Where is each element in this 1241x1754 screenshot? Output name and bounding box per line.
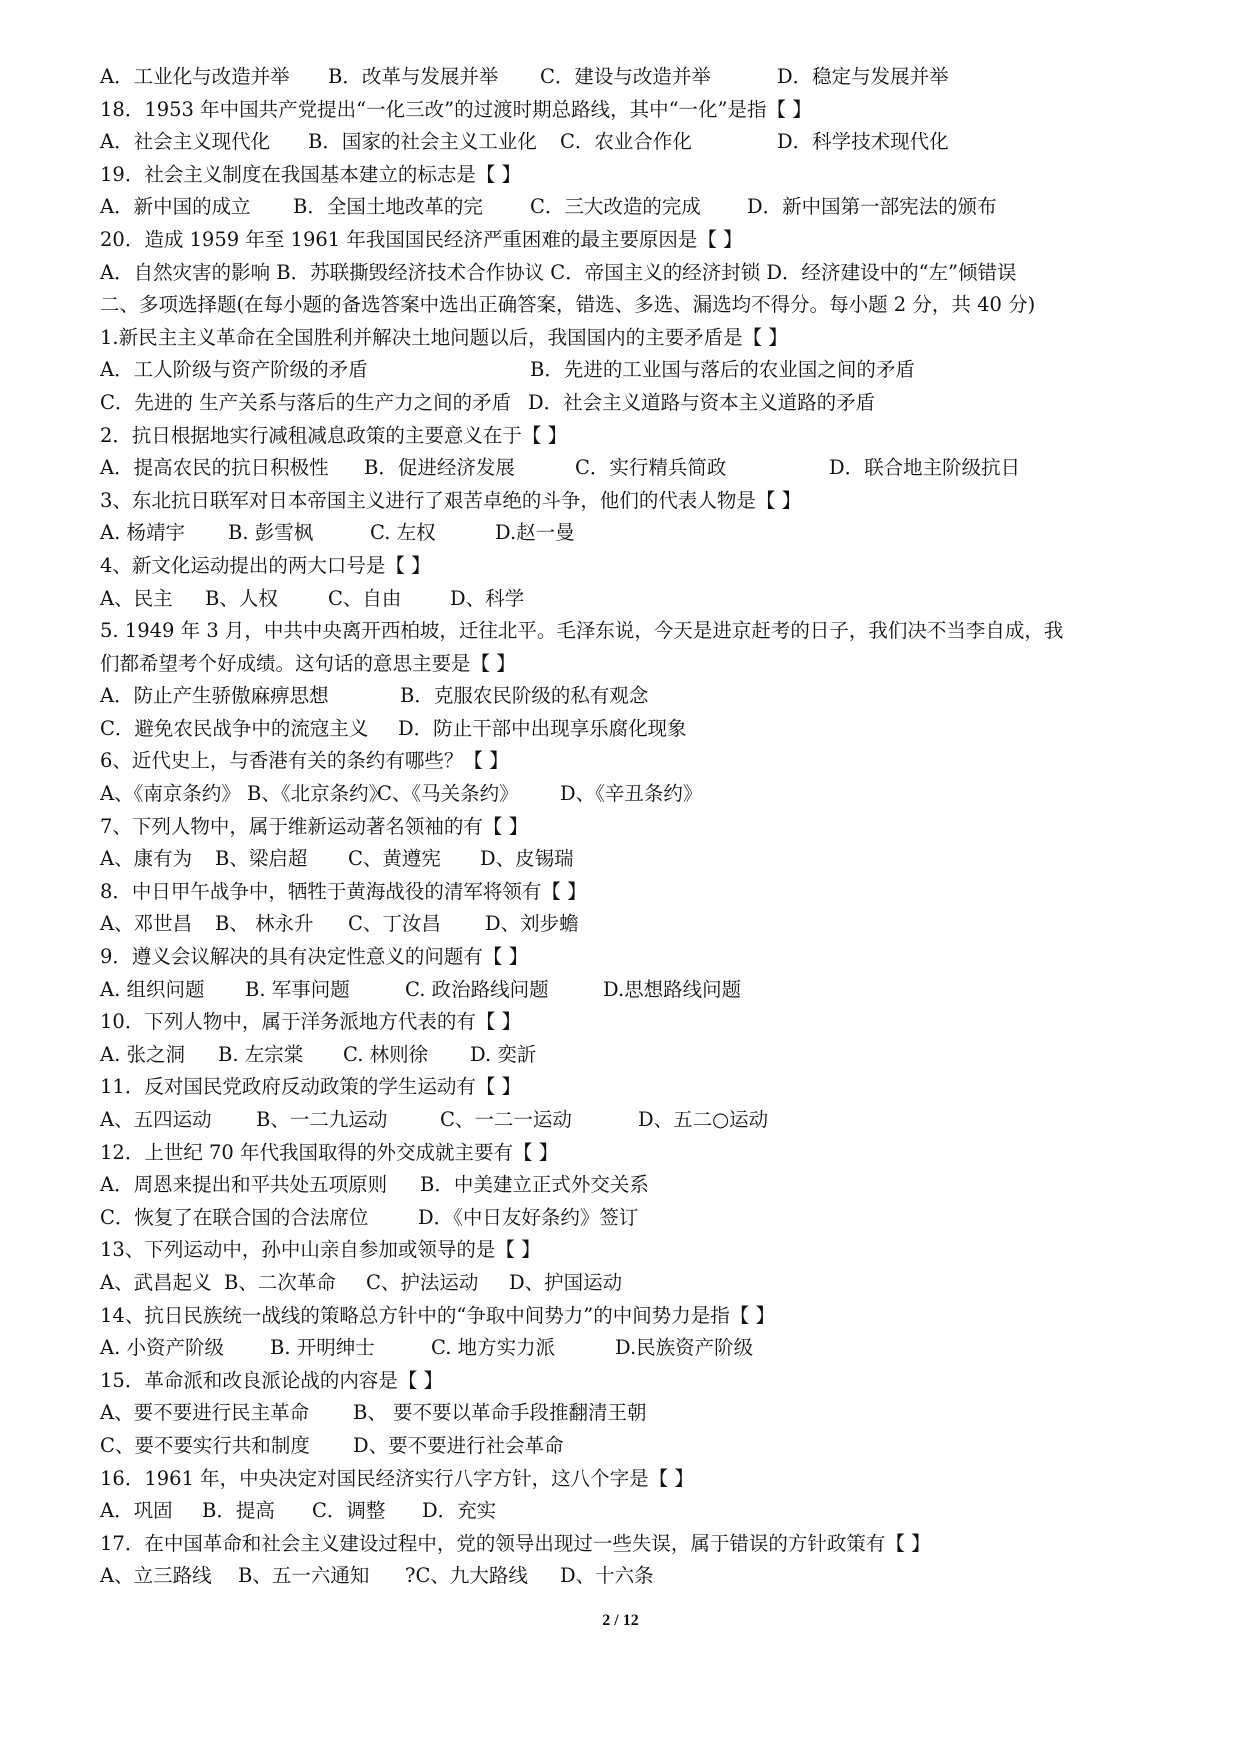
option-right: B、 要不要以革命手段推翻清王朝 <box>353 1401 647 1425</box>
option-a: A. 杨靖宇 <box>100 521 185 545</box>
page-number: 2 / 12 <box>602 1612 639 1629</box>
text-line: 11．反对国民党政府反动政策的学生运动有【 】 <box>100 1075 522 1099</box>
option-d: D．新中国第一部宪法的颁布 <box>747 195 997 219</box>
text-line: 8．中日甲午战争中，牺牲于黄海战役的清军将领有【 】 <box>100 879 587 903</box>
option-d: D、护国运动 <box>509 1270 623 1294</box>
option-left: C．避免农民战争中的流寇主义 <box>100 716 369 740</box>
text-line: 4、新文化运动提出的两大口号是【 】 <box>100 553 431 577</box>
option-d: D、刘步蟾 <box>485 912 579 936</box>
option-a: A. 张之洞 <box>100 1042 185 1066</box>
options-row <box>100 1430 1160 1463</box>
option-c: C、《马关条约》 <box>377 782 519 806</box>
option-b: B. 左宗棠 <box>218 1042 304 1066</box>
option-a: A. 小资产阶级 <box>100 1336 224 1360</box>
text-line: 12．上世纪 70 年代我国取得的外交成就主要有【 】 <box>100 1140 559 1164</box>
text-line: 20．造成 1959 年至 1961 年我国国民经济严重困难的最主要原因是【 】 <box>100 227 743 251</box>
option-c: C、黄遵宪 <box>348 847 441 871</box>
option-right: D、要不要进行社会革命 <box>353 1433 564 1457</box>
option-b: B、 林永升 <box>215 912 314 936</box>
option-c: C. 林则徐 <box>343 1042 429 1066</box>
option-b: B. 军事问题 <box>245 977 350 1001</box>
option-c: C. 政治路线问题 <box>405 977 549 1001</box>
option-a: A. 组织问题 <box>100 977 205 1001</box>
option-right: D．防止干部中出现享乐腐化现象 <box>398 716 687 740</box>
option-c: C、护法运动 <box>366 1270 479 1294</box>
options-row <box>100 1169 1160 1202</box>
option-d: D.赵一曼 <box>495 521 575 545</box>
option-left: C．先进的 生产关系与落后的生产力之间的矛盾 <box>100 390 512 414</box>
option-b: B．促进经济发展 <box>364 456 515 480</box>
options-row <box>100 1104 1160 1137</box>
option-c: C. 地方实力派 <box>431 1336 556 1360</box>
text-line: 17．在中国革命和社会主义建设过程中，党的领导出现过一些失误，属于错误的方针政策有【 】 <box>100 1531 931 1555</box>
option-c: C．三大改造的完成 <box>530 195 701 219</box>
text-line: 6、近代史上，与香港有关的条约有哪些？【 】 <box>100 749 509 773</box>
text-line: 15．革命派和改良派论战的内容是【 】 <box>100 1368 444 1392</box>
text-line: 13、下列运动中，孙中山亲自参加或领导的是【 】 <box>100 1238 541 1262</box>
option-a: A．巩固 <box>100 1499 173 1523</box>
option-d: D．联合地主阶级抗日 <box>829 456 1021 480</box>
option-b: B. 开明绅士 <box>270 1336 375 1360</box>
option-b: B、人权 <box>205 586 278 610</box>
option-b: B. 彭雪枫 <box>228 521 314 545</box>
option-a: A、《南京条约》 <box>100 782 241 806</box>
text-line: 2．抗日根据地实行减租减息政策的主要意义在于【 】 <box>100 423 568 447</box>
exam-content <box>100 61 1160 1593</box>
option-d: D、《辛丑条约》 <box>560 782 703 806</box>
option-a: A．新中国的成立 <box>100 195 251 219</box>
text-line: 们都希望考个好成绩。这句话的意思主要是【 】 <box>100 651 516 675</box>
options-row <box>100 126 1160 159</box>
option-left: A、要不要进行民主革命 <box>100 1401 310 1425</box>
option-right: B．中美建立正式外交关系 <box>420 1173 649 1197</box>
option-left: A．工人阶级与资产阶级的矛盾 <box>100 358 368 382</box>
option-d: D.思想路线问题 <box>603 977 742 1001</box>
option-c: C．调整 <box>312 1499 386 1523</box>
options-row <box>100 1267 1160 1300</box>
option-b: B、二次革命 <box>224 1270 336 1294</box>
options-row <box>100 583 1160 616</box>
options-row <box>100 974 1160 1007</box>
option-d: D．充实 <box>422 1499 497 1523</box>
options-row <box>100 191 1160 224</box>
option-d: D．稳定与发展并举 <box>777 65 949 88</box>
option-d: D、十六条 <box>560 1564 654 1588</box>
text-line: 16．1961 年，中央决定对国民经济实行八字方针，这八个字是【 】 <box>100 1466 694 1490</box>
option-a: A、立三路线 <box>100 1564 212 1588</box>
option-left: A．周恩来提出和平共处五项原则 <box>100 1173 388 1197</box>
text-line: 3、东北抗日联军对日本帝国主义进行了艰苦卓绝的斗争，他们的代表人物是【 】 <box>100 488 802 512</box>
options-row <box>100 61 1160 94</box>
option-d: D．科学技术现代化 <box>777 130 949 154</box>
options-row <box>100 1495 1160 1528</box>
option-d: D、五二○运动 <box>638 1108 769 1131</box>
option-b: B、一二九运动 <box>256 1108 388 1131</box>
option-b: B、梁启超 <box>215 847 308 871</box>
option-b: B．提高 <box>202 1499 275 1523</box>
options-row <box>100 354 1160 387</box>
option-a: A．社会主义现代化 <box>100 130 271 154</box>
options-row <box>100 713 1160 746</box>
option-a: A．提高农民的抗日积极性 <box>100 456 329 480</box>
option-b: B．国家的社会主义工业化 <box>308 130 537 154</box>
option-left: C．恢复了在联合国的合法席位 <box>100 1205 369 1229</box>
options-row <box>100 387 1160 420</box>
options-row <box>100 1560 1160 1593</box>
options-row <box>100 1202 1160 1235</box>
option-d: D. 奕訢 <box>470 1042 537 1066</box>
options-row <box>100 517 1160 550</box>
text-line: 14、抗日民族统一战线的策略总方针中的“争取中间势力”的中间势力是指【 】 <box>100 1303 775 1327</box>
text-line: 二、多项选择题(在每小题的备选答案中选出正确答案，错选、多选、漏选均不得分。每小题 2 分，共 40 分) <box>100 293 1036 317</box>
option-right: B．克服农民阶级的私有观念 <box>400 684 649 708</box>
text-line: 10．下列人物中，属于洋务派地方代表的有【 】 <box>100 1010 522 1034</box>
option-c: C．实行精兵简政 <box>575 456 727 480</box>
options-row <box>100 1397 1160 1430</box>
text-line: 7、下列人物中，属于维新运动著名领袖的有【 】 <box>100 814 529 838</box>
option-c: C．农业合作化 <box>560 130 692 154</box>
options-row <box>100 778 1160 811</box>
option-a: A．工业化与改造并举 <box>100 65 290 88</box>
option-c: ?C、九大路线 <box>405 1564 528 1588</box>
text-line: 19．社会主义制度在我国基本建立的标志是【 】 <box>100 162 522 186</box>
text-line: 1.新民主主义革命在全国胜利并解决土地问题以后，我国国内的主要矛盾是【 】 <box>100 325 788 349</box>
text-line: 9．遵义会议解决的具有决定性意义的问题有【 】 <box>100 945 529 969</box>
option-d: D.民族资产阶级 <box>615 1336 754 1360</box>
option-left: C、要不要实行共和制度 <box>100 1433 310 1457</box>
option-b: B．全国土地改革的完 <box>293 195 483 219</box>
option-d: D、科学 <box>450 586 525 610</box>
option-right: D．《中日友好条约》签订 <box>418 1205 639 1229</box>
text-line: 5. 1949 年 3 月，中共中央离开西柏坡，迁往北平。毛泽东说，今天是进京赶考的日子，我们决不当李自成，我 <box>100 619 1064 643</box>
option-c: C、丁汝昌 <box>348 912 441 936</box>
option-a: A、康有为 <box>100 847 193 871</box>
options-row <box>100 680 1160 713</box>
options-row <box>100 908 1160 941</box>
option-b: B、五一六通知 <box>238 1564 370 1588</box>
option-a: A、民主 <box>100 586 173 610</box>
text-line: 18．1953 年中国共产党提出“一化三改”的过渡时期总路线，其中“一化”是指【 】 <box>100 97 812 121</box>
option-c: C．建设与改造并举 <box>540 65 711 88</box>
option-c: C. 左权 <box>370 521 436 545</box>
option-a: A、五四运动 <box>100 1108 212 1131</box>
options-row <box>100 1039 1160 1072</box>
options-row <box>100 1332 1160 1365</box>
text-line: A．自然灾害的影响 B．苏联撕毁经济技术合作协议 C．帝国主义的经济封锁 D．经济建设中的“左”倾错误 <box>100 260 1017 284</box>
option-d: D、皮锡瑞 <box>480 847 574 871</box>
option-c: C、自由 <box>328 586 402 610</box>
option-right: D．社会主义道路与资本主义道路的矛盾 <box>528 390 876 414</box>
option-b: B．改革与发展并举 <box>328 65 499 88</box>
option-left: A．防止产生骄傲麻痹思想 <box>100 684 329 708</box>
options-row <box>100 452 1160 485</box>
option-b: B、《北京条约》 <box>247 782 389 806</box>
option-c: C、一二一运动 <box>440 1108 572 1131</box>
options-row <box>100 843 1160 876</box>
option-a: A、邓世昌 <box>100 912 193 936</box>
option-a: A、武昌起义 <box>100 1270 212 1294</box>
option-right: B．先进的工业国与落后的农业国之间的矛盾 <box>530 358 915 382</box>
